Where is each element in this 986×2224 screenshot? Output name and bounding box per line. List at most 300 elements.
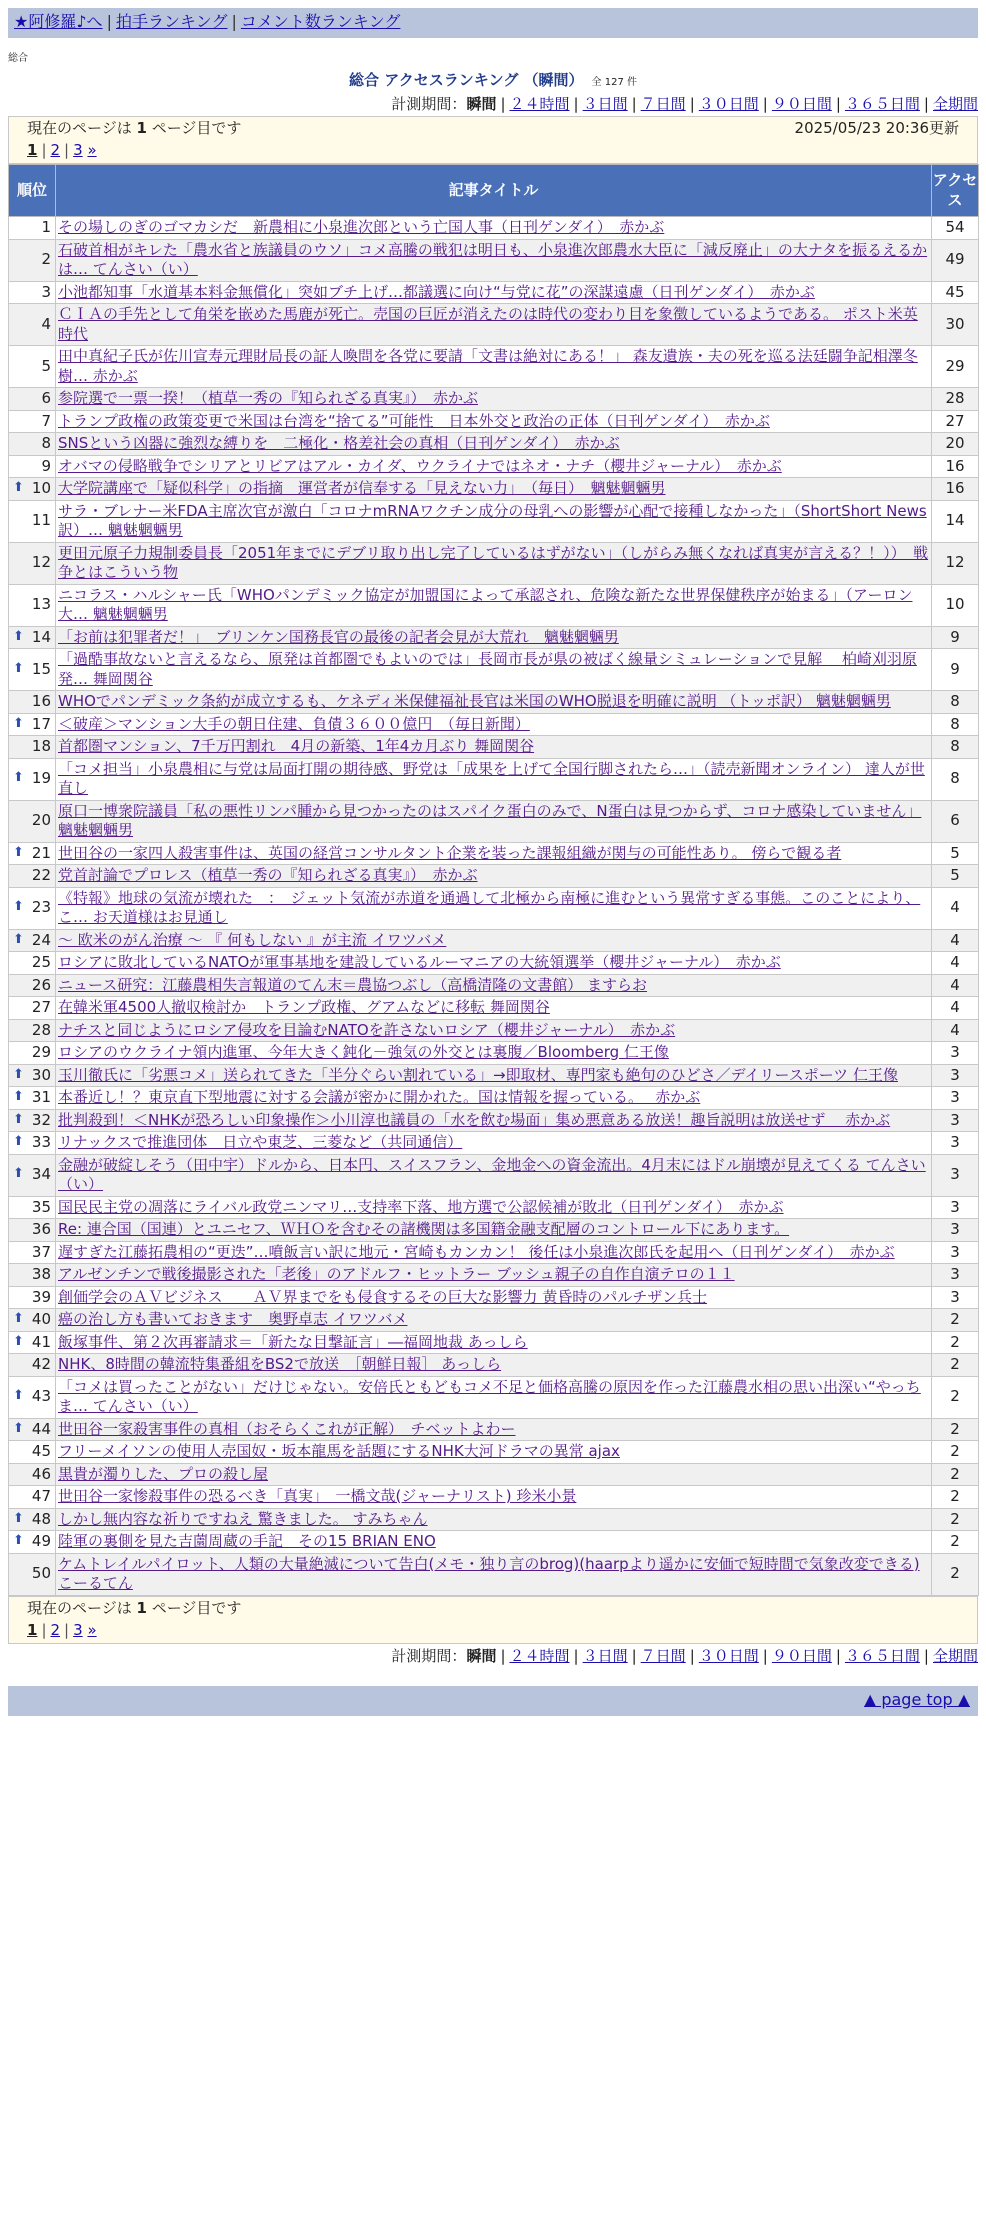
table-row: [9, 346, 979, 388]
rank-number: 11: [31, 511, 51, 530]
rank-cell: [9, 1531, 56, 1554]
access-count: 2: [932, 1531, 979, 1554]
rank-cell: [9, 1331, 56, 1354]
divider: |: [106, 12, 112, 31]
rank-number: 29: [31, 1043, 51, 1061]
period-current: 瞬間: [466, 95, 497, 113]
access-count: 3: [932, 1241, 979, 1264]
rank-number: 42: [31, 1355, 51, 1373]
rank-number: 24: [31, 930, 51, 949]
title-header: 記事タイトル: [56, 165, 932, 217]
rank-cell: [9, 952, 56, 975]
rank-number: 9: [41, 456, 51, 475]
next-page-link[interactable]: »: [87, 141, 97, 159]
access-count: 4: [932, 997, 979, 1020]
title-cell: [56, 1508, 932, 1531]
rank-number: 3: [41, 282, 51, 301]
table-row: [9, 455, 979, 478]
access-count: 14: [932, 500, 979, 542]
rank-cell: [9, 433, 56, 456]
article-link[interactable]: 「お前は犯罪者だ！」 ブリンケン国務長官の最後の記者会見が大荒れ 魑魅魍魎男: [58, 627, 619, 646]
access-count: 4: [932, 1019, 979, 1042]
table-row: [9, 217, 979, 240]
article-link[interactable]: 陸軍の裏側を見た吉薗周蔵の手記 その15 BRIAN ENO: [58, 1532, 436, 1550]
up-arrow-icon: ⬆: [13, 628, 24, 644]
rank-cell: [9, 410, 56, 433]
article-link[interactable]: 在韓米軍4500人撤収検討か トランプ政権、グアムなどに移転 舞岡関谷: [58, 998, 550, 1016]
title-cell: [56, 1042, 932, 1065]
rank-number: 31: [31, 1088, 51, 1106]
article-link[interactable]: WHOでパンデミック条約が成立するも、ケネディ米保健福祉長官は米国のWHO脱退を明確に説明 （トッポ訳） 魑魅魍魎男: [58, 692, 891, 710]
rank-number: 28: [31, 1020, 51, 1039]
title-cell: [56, 800, 932, 842]
rank-cell: [9, 929, 56, 952]
article-link[interactable]: トランプ政権の政策変更で米国は台湾を“捨てる”可能性 日本外交と政治の正体（日刊ゲンダイ） 赤かぶ: [58, 411, 770, 430]
article-link[interactable]: 小池都知事「水道基本料金無償化」突如ブチ上げ…都議選に向け“与党に花”の深謀遠慮（日刊ゲンダイ） 赤かぶ: [58, 282, 815, 301]
divider: |: [835, 95, 841, 113]
title-cell: [56, 1286, 932, 1309]
access-count: 9: [932, 649, 979, 691]
rank-number: 6: [41, 389, 51, 407]
rank-cell: [9, 1219, 56, 1242]
clap-ranking-link[interactable]: 拍手ランキング: [115, 12, 228, 31]
page-top-link[interactable]: ▲ page top ▲: [863, 1689, 970, 1709]
rank-cell: [9, 1019, 56, 1042]
access-count: 3: [932, 1042, 979, 1065]
pager-bottom: [8, 1596, 978, 1644]
rank-number: 10: [31, 479, 51, 497]
category-label: 総合: [8, 53, 28, 64]
article-link[interactable]: 本番近し！？東京直下型地震に対する会議が密かに開かれた。国は情報を握っている。 赤かぶ: [58, 1088, 701, 1106]
home-link[interactable]: ★阿修羅♪へ: [14, 12, 103, 31]
top-nav: [8, 8, 978, 38]
article-link[interactable]: ニュース研究：江藤農相失言報道のてん末＝農協つぶし（高橋清隆の文書館） ますらお: [58, 975, 648, 994]
rank-cell: [9, 974, 56, 997]
page-links: [27, 1621, 959, 1643]
divider: |: [231, 12, 237, 31]
table-row: [9, 1264, 979, 1287]
up-arrow-icon: ⬆: [13, 1166, 24, 1182]
rank-cell: [9, 691, 56, 714]
table-row: [9, 1132, 979, 1155]
article-link[interactable]: ＜破産＞マンション大手の朝日住建、負債３６００億円 （毎日新聞）: [58, 714, 530, 733]
rank-number: 17: [31, 714, 51, 733]
up-arrow-icon: ⬆: [13, 1333, 24, 1349]
table-row: [9, 1463, 979, 1486]
table-row: [9, 1042, 979, 1065]
title-cell: [56, 1109, 932, 1132]
rank-cell: [9, 800, 56, 842]
access-count: 2: [932, 1376, 979, 1418]
access-count: 2: [932, 1553, 979, 1595]
current-page: 1: [27, 141, 38, 159]
access-count: 16: [932, 455, 979, 478]
table-row: [9, 388, 979, 411]
article-link[interactable]: その場しのぎのゴマカシだ 新農相に小泉進次郎という亡国人事（日刊ゲンダイ） 赤かぶ: [58, 218, 665, 236]
article-link[interactable]: サラ・ブレナー米FDA主席次官が激白「コロナmRNAワクチン成分の母乳への影響が心配で接種しなかった」（ShortShort News訳）… 魑魅魍魎男: [58, 501, 927, 539]
rank-cell: [9, 1441, 56, 1464]
period-link[interactable]: ３０日間: [698, 1646, 759, 1665]
period-link[interactable]: 全期間: [932, 95, 978, 113]
table-row: [9, 1441, 979, 1464]
table-row: [9, 736, 979, 759]
rank-number: 49: [31, 1532, 51, 1550]
access-count: 49: [932, 239, 979, 281]
title-cell: [56, 584, 932, 626]
rank-cell: [9, 649, 56, 691]
rank-number: 37: [31, 1242, 51, 1261]
title-cell: [56, 952, 932, 975]
divider: |: [689, 1646, 695, 1665]
access-count: 3: [932, 1087, 979, 1110]
access-count: 2: [932, 1331, 979, 1354]
divider: |: [41, 141, 47, 159]
title-cell: [56, 1264, 932, 1287]
article-link[interactable]: 癌の治し方も書いておきます 奥野卓志 イワツバメ: [58, 1310, 408, 1328]
table-row: [9, 1019, 979, 1042]
table-row: [9, 1286, 979, 1309]
divider: |: [762, 95, 768, 113]
access-count: 29: [932, 346, 979, 388]
rank-number: 50: [31, 1564, 51, 1583]
table-row: [9, 1376, 979, 1418]
divider: |: [64, 1620, 70, 1639]
rank-number: 20: [31, 811, 51, 830]
divider: |: [500, 1646, 506, 1665]
article-link[interactable]: ～ 欧米のがん治療 ～ 『 何もしない 』が主流 イワツバメ: [58, 930, 447, 949]
article-link[interactable]: 世田谷一家殺害事件の真相（おそらくこれが正解） チベットよわー: [58, 1419, 516, 1438]
access-count: 28: [932, 388, 979, 411]
page-link[interactable]: 2: [50, 141, 61, 159]
rank-cell: [9, 478, 56, 501]
article-link[interactable]: 創価学会のＡＶビジネス ＡＶ界までをも侵食するその巨大な影響力 黄昏時のパルチザン兵士: [58, 1287, 708, 1306]
period-link[interactable]: ３日間: [582, 1646, 628, 1665]
article-link[interactable]: しかし無内容な祈りですねえ 驚きました。 すみちゃん: [58, 1509, 428, 1528]
period-link[interactable]: 全期間: [932, 1646, 978, 1665]
rank-number: 38: [31, 1265, 51, 1283]
rank-number: 4: [41, 314, 51, 333]
article-link[interactable]: 金融が破綻しそう（田中宇）ドルから、日本円、スイスフラン、金地金への資金流出。4月末にはドル崩壊が見えてくる てんさい（い）: [58, 1155, 926, 1193]
divider: |: [923, 95, 929, 113]
page-link[interactable]: 2: [50, 1620, 61, 1639]
up-arrow-icon: ⬆: [13, 1420, 24, 1436]
article-link[interactable]: 国民民主党の凋落にライバル政党ニンマリ…支持率下落、地方選で公認候補が敗北（日刊ゲンダイ） 赤かぶ: [58, 1197, 784, 1216]
comment-ranking-link[interactable]: コメント数ランキング: [240, 12, 401, 31]
rank-cell: [9, 1418, 56, 1441]
access-count: 45: [932, 281, 979, 304]
article-link[interactable]: ＣＩＡの手先として角栄を嵌めた馬鹿が死亡。売国の巨匠が消えたのは時代の変わり目を象徴しているようである。 ポスト米英時代: [58, 305, 918, 343]
rank-number: 34: [31, 1165, 51, 1184]
title-cell: [56, 1553, 932, 1595]
rank-cell: [9, 584, 56, 626]
rank-number: 46: [31, 1464, 51, 1483]
article-link[interactable]: 首都圏マンション、7千万円割れ 4月の新築、1年4カ月ぶり 舞岡関谷: [58, 737, 535, 755]
access-count: 8: [932, 691, 979, 714]
rank-cell: [9, 758, 56, 800]
rank-number: 14: [31, 627, 51, 646]
rank-cell: [9, 1196, 56, 1219]
article-link[interactable]: Re: 連合国（国連）とユニセフ、ＷＨＯを含むその諸機関は多国籍金融支配層のコントロール下にあります。: [58, 1220, 790, 1238]
rank-cell: [9, 1087, 56, 1110]
article-link[interactable]: フリーメイソンの使用人売国奴・坂本龍馬を話題にするNHK大河ドラマの異常 ajax: [58, 1442, 620, 1460]
article-link[interactable]: 玉川徹氏に「劣悪コメ」送られてきた「半分ぐらい割れている」→即取材、専門家も絶句のひどさ／デイリースポーツ 仁王像: [58, 1065, 898, 1084]
period-link[interactable]: ３０日間: [698, 95, 759, 113]
rank-number: 45: [31, 1442, 51, 1460]
page-status-pre: 現在のページは: [27, 119, 137, 137]
title-cell: [56, 1196, 932, 1219]
title-cell: [56, 304, 932, 346]
period-current: 瞬間: [466, 1646, 497, 1665]
article-link[interactable]: 石破首相がキレた「農水省と族議員のウソ」コメ高騰の戦犯は明日も、小泉進次郎農水大臣に「減反廃止」の大ナタを振るえるかは… てんさい（い）: [58, 240, 928, 278]
access-count: 5: [932, 842, 979, 865]
rank-number: 27: [31, 998, 51, 1016]
period-link[interactable]: ３６５日間: [844, 1646, 920, 1665]
rank-number: 21: [31, 843, 51, 862]
rank-cell: [9, 346, 56, 388]
table-row: [9, 1109, 979, 1132]
title-cell: [56, 691, 932, 714]
table-row: [9, 1241, 979, 1264]
article-link[interactable]: 《特報》地球の気流が壊れた ： ジェット気流が赤道を通過して北極から南極に進むという異常すぎる事態。このことにより、こ… お天道様はお見通し: [58, 888, 921, 926]
article-link[interactable]: 「コメ担当」小泉農相に与党は局面打開の期待感、野党は「成果を上げて全国行脚されたら…」（読売新聞オンライン） 達人が世直し: [58, 759, 925, 797]
next-page-link[interactable]: »: [87, 1620, 97, 1639]
article-link[interactable]: リナックスで推進団体 日立や東芝、三菱など（共同通信）: [58, 1133, 463, 1151]
rank-number: 1: [41, 218, 51, 236]
page-title: 総合 アクセスランキング （瞬間）: [349, 71, 584, 89]
table-row: [9, 626, 979, 649]
divider: |: [689, 95, 695, 113]
table-row: [9, 1064, 979, 1087]
pager-top: [8, 116, 978, 164]
up-arrow-icon: ⬆: [13, 1089, 24, 1104]
title-cell: [56, 758, 932, 800]
rank-number: 19: [31, 769, 51, 788]
title-cell: [56, 1331, 932, 1354]
page-status-line: [27, 119, 959, 141]
access-count: 30: [932, 304, 979, 346]
rank-number: 43: [31, 1387, 51, 1406]
rank-cell: [9, 1064, 56, 1087]
article-link[interactable]: ナチスと同じようにロシア侵攻を目論むNATOを許さないロシア（櫻井ジャーナル） 赤かぶ: [58, 1020, 676, 1039]
access-count: 4: [932, 929, 979, 952]
access-count: 2: [932, 1441, 979, 1464]
access-count: 16: [932, 478, 979, 501]
access-count: 5: [932, 865, 979, 888]
title-cell: [56, 455, 932, 478]
article-link[interactable]: ケムトレイルパイロット、人類の大量絶滅について告白(メモ・独り言のbrog)(haarpより遥かに安価で短時間で気象改変できる) こーるてん: [58, 1554, 920, 1592]
rank-cell: [9, 217, 56, 240]
access-count: 2: [932, 1463, 979, 1486]
rank-cell: [9, 865, 56, 888]
rank-number: 32: [31, 1110, 51, 1129]
access-count: 4: [932, 952, 979, 975]
rank-cell: [9, 239, 56, 281]
rank-cell: [9, 1132, 56, 1155]
rank-cell: [9, 281, 56, 304]
period-link[interactable]: ３６５日間: [844, 95, 920, 113]
rank-number: 7: [41, 411, 51, 430]
title-cell: [56, 281, 932, 304]
page-status: [27, 119, 241, 141]
table-row: [9, 1354, 979, 1377]
access-count: 3: [932, 1264, 979, 1287]
title-cell: [56, 1309, 932, 1332]
table-row: [9, 410, 979, 433]
rank-cell: [9, 997, 56, 1020]
period-link[interactable]: ２４時間: [509, 95, 570, 113]
table-row: [9, 691, 979, 714]
table-row: [9, 1486, 979, 1509]
article-link[interactable]: オバマの侵略戦争でシリアとリビアはアル・カイダ、ウクライナではネオ・ナチ（櫻井ジャーナル） 赤かぶ: [58, 456, 782, 475]
article-link[interactable]: 更田元原子力規制委員長「2051年までにデブリ取り出し完了しているはずがない」（しがらみ無くなれば真実が言える？！）） 戦争とはこういう物: [58, 543, 929, 581]
article-link[interactable]: ロシアのウクライナ領内進軍、今年大きく鈍化－強気の外交とは裏腹／Bloomberg 仁王像: [58, 1043, 669, 1061]
table-row: [9, 887, 979, 929]
page-link[interactable]: 3: [73, 1620, 83, 1639]
article-link[interactable]: ロシアに敗北しているNATOが軍事基地を建設しているルーマニアの大統領選挙（櫻井ジャーナル） 赤かぶ: [58, 953, 781, 971]
article-link[interactable]: 黒貴が濁りした、プロの殺し屋: [58, 1464, 269, 1483]
access-count: 10: [932, 584, 979, 626]
table-row: [9, 1418, 979, 1441]
period-link[interactable]: ７日間: [640, 95, 686, 113]
title-cell: [56, 1354, 932, 1377]
divider: |: [500, 95, 506, 113]
table-row: [9, 478, 979, 501]
page-status-num: 1: [136, 119, 147, 137]
period-link[interactable]: ９０日間: [771, 1646, 832, 1665]
rank-number: 30: [31, 1065, 51, 1084]
title-cell: [56, 887, 932, 929]
divider: |: [631, 1646, 637, 1665]
table-row: [9, 865, 979, 888]
rank-cell: [9, 1486, 56, 1509]
period-link[interactable]: ２４時間: [509, 1646, 570, 1665]
rank-number: 18: [31, 737, 51, 755]
rank-cell: [9, 713, 56, 736]
title-cell: [56, 974, 932, 997]
article-link[interactable]: 原口一博衆院議員「私の悪性リンパ腫から見つかったのはスパイク蛋白のみで、N蛋白は見つからず、コロナ感染していません」 魑魅魍魎男: [58, 801, 922, 839]
access-count: 20: [932, 433, 979, 456]
period-link[interactable]: ３日間: [582, 95, 628, 113]
rank-cell: [9, 1354, 56, 1377]
title-cell: [56, 1154, 932, 1196]
page-links: [27, 141, 959, 163]
title-cell: [56, 1132, 932, 1155]
table-row: [9, 584, 979, 626]
article-link[interactable]: 参院選で一票一揆！（植草一秀の『知られざる真実』） 赤かぶ: [58, 389, 479, 407]
rank-cell: [9, 542, 56, 584]
table-row: [9, 1154, 979, 1196]
rank-number: 25: [31, 953, 51, 971]
up-arrow-icon: ⬆: [13, 660, 24, 676]
article-link[interactable]: 田中真紀子氏が佐川宣寿元理財局長の証人喚問を各党に要請「文書は絶対にある！」 森友遺族・夫の死を巡る法廷闘争記相澤冬樹… 赤かぶ: [58, 347, 918, 385]
table-row: [9, 239, 979, 281]
access-count: 2: [932, 1354, 979, 1377]
table-row: [9, 758, 979, 800]
rank-number: 39: [31, 1287, 51, 1306]
table-row: [9, 1331, 979, 1354]
article-link[interactable]: 世田谷一家惨殺事件の恐るべき「真実」 一橋文哉(ジャーナリスト) 珍米小景: [58, 1487, 577, 1505]
article-link[interactable]: 遅すぎた江藤拓農相の“更迭”…噴飯言い訳に地元・宮崎もカンカン！ 後任は小泉進次郎氏を起用へ（日刊ゲンダイ） 赤かぶ: [58, 1242, 895, 1261]
table-row: [9, 1309, 979, 1332]
table-row: [9, 929, 979, 952]
period-link[interactable]: ７日間: [640, 1646, 686, 1665]
rank-number: 26: [31, 975, 51, 994]
article-link[interactable]: アルゼンチンで戦後撮影された「老後」のアドルフ・ヒットラー ブッシュ親子の自作自演テロの１１: [58, 1265, 735, 1283]
period-label: 計測期間：: [391, 95, 467, 113]
article-link[interactable]: 飯塚事件、第２次再審請求＝「新たな目撃証言」―福岡地裁 あっしら: [58, 1332, 528, 1351]
access-count: 2: [932, 1309, 979, 1332]
article-link[interactable]: 世田谷の一家四人殺害事件は、英国の経営コンサルタント企業を装った課報組織が関与の可能性あり。 傍らで観る者: [58, 843, 842, 862]
article-link[interactable]: 批判殺到！＜NHKが恐ろしい印象操作＞小川淳也議員の「水を飲む場面」集め悪意ある放送！趣旨説明は放送せず 赤かぶ: [58, 1110, 891, 1129]
access-count: 27: [932, 410, 979, 433]
rank-number: 35: [31, 1197, 51, 1216]
rank-number: 16: [31, 692, 51, 710]
article-link[interactable]: 「過酷事故ないと言えるなら、原発は首都圏でもよいのでは」長岡市長が県の被ばく線量シミュレーションで見解 柏崎刈羽原発… 舞岡関谷: [58, 650, 917, 688]
title-cell: [56, 217, 932, 240]
title-cell: [56, 410, 932, 433]
period-link[interactable]: ９０日間: [771, 95, 832, 113]
updated-time: 2025/05/23 20:36更新: [794, 119, 959, 137]
title-cell: [56, 1463, 932, 1486]
page-link[interactable]: 3: [73, 141, 83, 159]
rank-cell: [9, 1286, 56, 1309]
table-row: [9, 974, 979, 997]
rank-cell: [9, 304, 56, 346]
up-arrow-icon: ⬆: [13, 844, 24, 860]
article-link[interactable]: NHK、8時間の韓流特集番組をBS2で放送 ［朝鮮日報］ あっしら: [58, 1355, 502, 1373]
article-link[interactable]: ニコラス・ハルシャー氏「WHOパンデミック協定が加盟国によって承認され、危険な新たな世界保健秩序が始まる」（アーロン大… 魑魅魍魎男: [58, 585, 913, 623]
up-arrow-icon: ⬆: [13, 480, 24, 495]
period-selector-bottom: [8, 1644, 978, 1668]
page-status-line: [27, 1599, 959, 1621]
title-cell: [56, 346, 932, 388]
rank-cell: [9, 1376, 56, 1418]
rank-number: 22: [31, 866, 51, 884]
up-arrow-icon: ⬆: [13, 770, 24, 786]
access-count: 12: [932, 542, 979, 584]
table-row: [9, 1087, 979, 1110]
title-cell: [56, 929, 932, 952]
title-cell: [56, 626, 932, 649]
table-row: [9, 304, 979, 346]
access-count: 8: [932, 713, 979, 736]
title-cell: [56, 1241, 932, 1264]
divider: |: [573, 1646, 579, 1665]
divider: |: [762, 1646, 768, 1665]
table-row: [9, 649, 979, 691]
article-link[interactable]: 大学院講座で「疑似科学」の指摘 運営者が信奉する「見えない力」 （毎日） 魑魅魍魎男: [58, 479, 666, 497]
page-status: [27, 1599, 241, 1621]
title-cell: [56, 433, 932, 456]
rank-number: 33: [31, 1133, 51, 1151]
rank-header: 順位: [9, 165, 56, 217]
rank-cell: [9, 736, 56, 759]
article-link[interactable]: SNSという凶器に強烈な縛りを 二極化・格差社会の真相（日刊ゲンダイ） 赤かぶ: [58, 434, 620, 452]
title-cell: [56, 500, 932, 542]
access-count: 3: [932, 1064, 979, 1087]
page-status-num: 1: [136, 1598, 147, 1617]
rank-cell: [9, 842, 56, 865]
up-arrow-icon: ⬆: [13, 715, 24, 731]
up-arrow-icon: ⬆: [13, 899, 24, 915]
period-selector-top: [8, 92, 978, 116]
article-link[interactable]: 党首討論でプロレス（植草一秀の『知られざる真実』） 赤かぶ: [58, 866, 478, 884]
article-link[interactable]: 「コメは買ったことがない」だけじゃない。安倍氏ともどもコメ不足と価格高騰の原因を作った江藤農水相の思い出深い“やっちま… てんさい（い）: [58, 1377, 921, 1415]
access-count: 9: [932, 626, 979, 649]
table-row: [9, 1219, 979, 1242]
title-cell: [56, 239, 932, 281]
table-row: [9, 713, 979, 736]
